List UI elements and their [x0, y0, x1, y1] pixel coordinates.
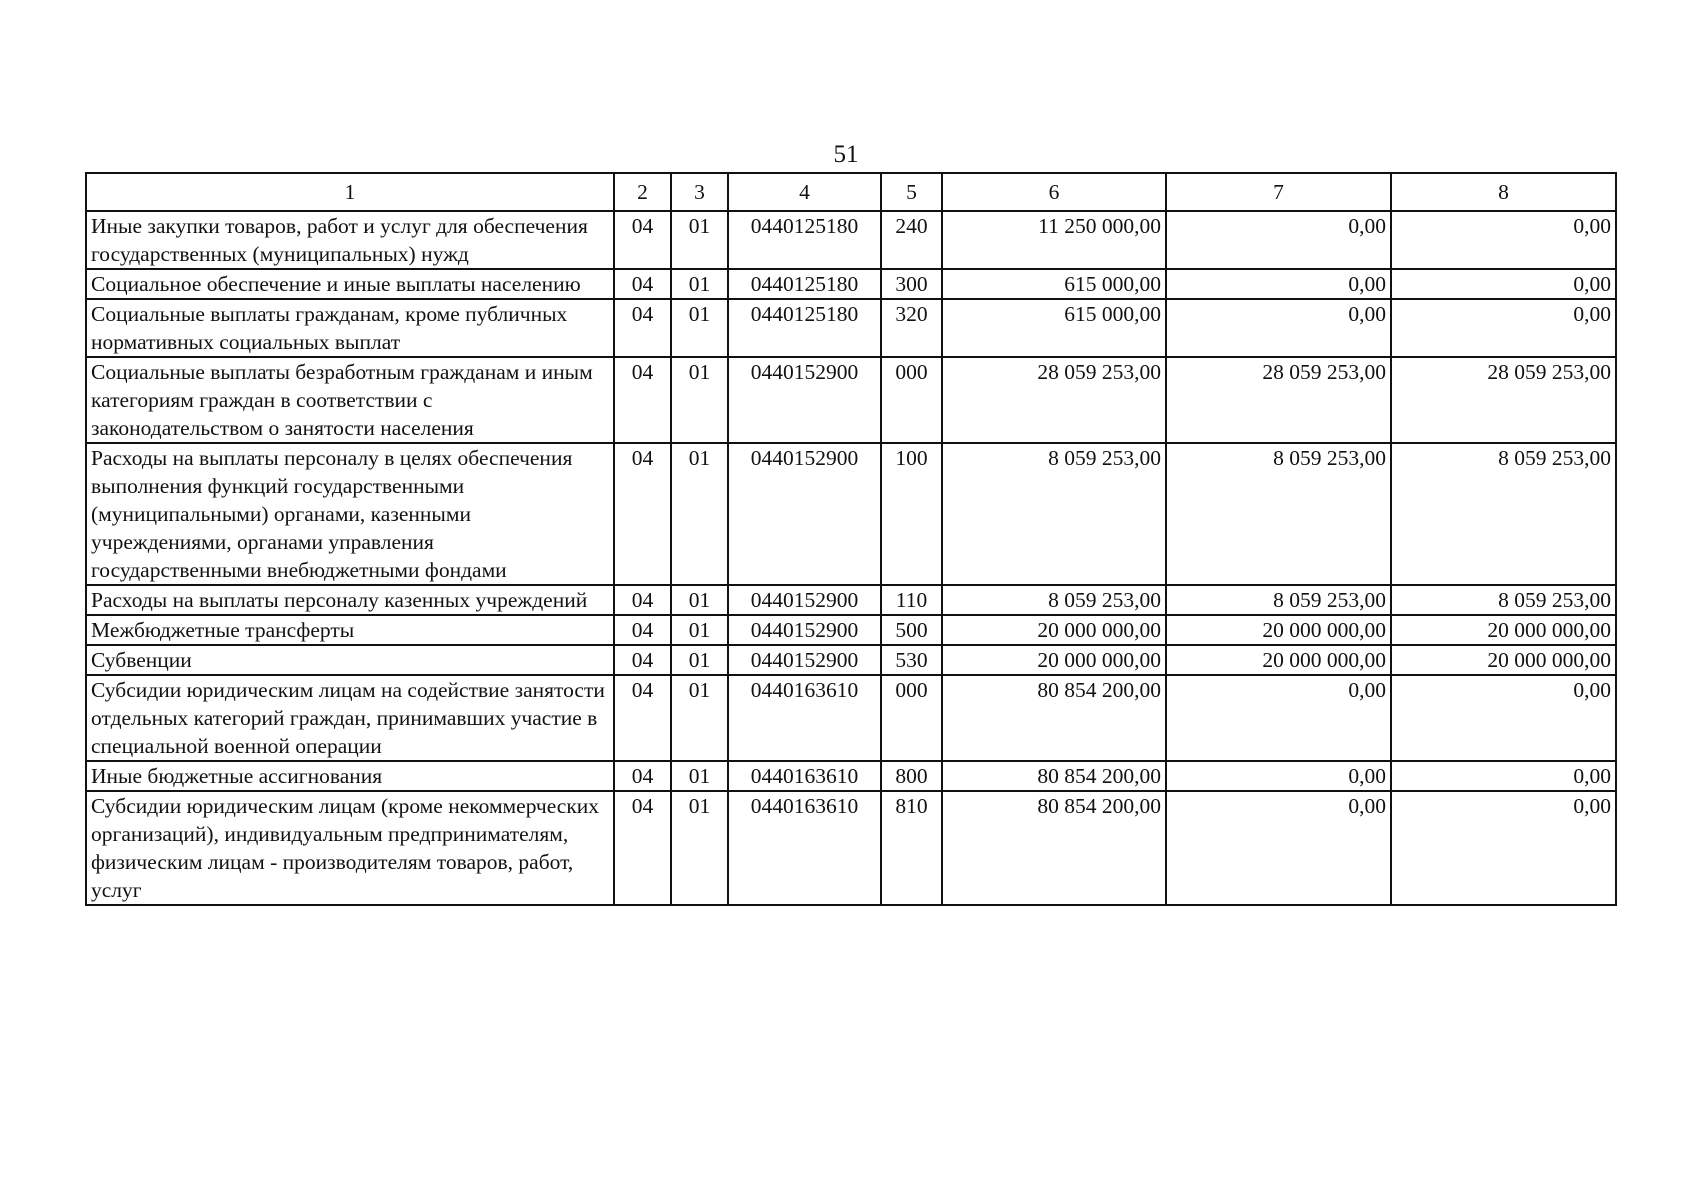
- subsection-code: 01: [671, 443, 728, 585]
- amount-col-8: 0,00: [1391, 211, 1616, 269]
- expense-name: Социальные выплаты безработным гражданам и иным категориям граждан в соответствии с законодательством о занятости населения: [86, 357, 614, 443]
- amount-col-7: 0,00: [1166, 675, 1391, 761]
- section-code: 04: [614, 615, 671, 645]
- amount-col-8: 28 059 253,00: [1391, 357, 1616, 443]
- column-header-8: 8: [1391, 173, 1616, 211]
- target-article-code: 0440125180: [728, 211, 881, 269]
- subsection-code: 01: [671, 791, 728, 905]
- expense-name: Субвенции: [86, 645, 614, 675]
- expense-type-code: 300: [881, 269, 942, 299]
- expense-name: Иные бюджетные ассигнования: [86, 761, 614, 791]
- section-code: 04: [614, 791, 671, 905]
- page-number: 51: [833, 141, 859, 168]
- amount-col-7: 0,00: [1166, 761, 1391, 791]
- expense-type-code: 000: [881, 675, 942, 761]
- table-row: [86, 299, 1616, 357]
- target-article-code: 0440152900: [728, 585, 881, 615]
- amount-col-8: 0,00: [1391, 269, 1616, 299]
- amount-col-6: 8 059 253,00: [942, 585, 1166, 615]
- column-header-4: 4: [728, 173, 881, 211]
- column-header-6: 6: [942, 173, 1166, 211]
- subsection-code: 01: [671, 585, 728, 615]
- amount-col-6: 615 000,00: [942, 299, 1166, 357]
- amount-col-7: 20 000 000,00: [1166, 645, 1391, 675]
- amount-col-7: 8 059 253,00: [1166, 585, 1391, 615]
- expense-name: Социальное обеспечение и иные выплаты населению: [86, 269, 614, 299]
- column-header-1: 1: [86, 173, 614, 211]
- amount-col-6: 80 854 200,00: [942, 675, 1166, 761]
- expense-name: Социальные выплаты гражданам, кроме публичных нормативных социальных выплат: [86, 299, 614, 357]
- section-code: 04: [614, 761, 671, 791]
- table-row: [86, 791, 1616, 905]
- expense-name: Расходы на выплаты персоналу в целях обеспечения выполнения функций государственными (муниципальными) органами, казенными учреждениями, органами управления государственными внебюджетными фондами: [86, 443, 614, 585]
- section-code: 04: [614, 357, 671, 443]
- amount-col-6: 80 854 200,00: [942, 761, 1166, 791]
- subsection-code: 01: [671, 615, 728, 645]
- amount-col-7: 0,00: [1166, 791, 1391, 905]
- table-row: [86, 645, 1616, 675]
- table-row: [86, 443, 1616, 585]
- table-row: [86, 761, 1616, 791]
- target-article-code: 0440163610: [728, 761, 881, 791]
- section-code: 04: [614, 269, 671, 299]
- table-row: [86, 357, 1616, 443]
- subsection-code: 01: [671, 357, 728, 443]
- section-code: 04: [614, 299, 671, 357]
- amount-col-7: 28 059 253,00: [1166, 357, 1391, 443]
- expense-name: Межбюджетные трансферты: [86, 615, 614, 645]
- header-row: [86, 173, 1616, 211]
- subsection-code: 01: [671, 299, 728, 357]
- amount-col-6: 28 059 253,00: [942, 357, 1166, 443]
- amount-col-7: 0,00: [1166, 269, 1391, 299]
- table-row: [86, 211, 1616, 269]
- column-header-7: 7: [1166, 173, 1391, 211]
- section-code: 04: [614, 675, 671, 761]
- target-article-code: 0440163610: [728, 791, 881, 905]
- amount-col-8: 0,00: [1391, 761, 1616, 791]
- amount-col-8: 8 059 253,00: [1391, 585, 1616, 615]
- target-article-code: 0440152900: [728, 357, 881, 443]
- table-row: [86, 269, 1616, 299]
- amount-col-8: 0,00: [1391, 299, 1616, 357]
- section-code: 04: [614, 585, 671, 615]
- amount-col-6: 8 059 253,00: [942, 443, 1166, 585]
- amount-col-7: 8 059 253,00: [1166, 443, 1391, 585]
- expense-type-code: 000: [881, 357, 942, 443]
- target-article-code: 0440152900: [728, 443, 881, 585]
- table-row: [86, 585, 1616, 615]
- expense-type-code: 320: [881, 299, 942, 357]
- amount-col-8: 20 000 000,00: [1391, 615, 1616, 645]
- amount-col-6: 615 000,00: [942, 269, 1166, 299]
- section-code: 04: [614, 645, 671, 675]
- expense-type-code: 110: [881, 585, 942, 615]
- amount-col-6: 11 250 000,00: [942, 211, 1166, 269]
- budget-table: [85, 172, 1617, 906]
- subsection-code: 01: [671, 269, 728, 299]
- subsection-code: 01: [671, 675, 728, 761]
- subsection-code: 01: [671, 645, 728, 675]
- expense-type-code: 500: [881, 615, 942, 645]
- section-code: 04: [614, 443, 671, 585]
- amount-col-6: 20 000 000,00: [942, 615, 1166, 645]
- table-row: [86, 615, 1616, 645]
- subsection-code: 01: [671, 761, 728, 791]
- target-article-code: 0440152900: [728, 645, 881, 675]
- expense-type-code: 800: [881, 761, 942, 791]
- target-article-code: 0440125180: [728, 269, 881, 299]
- amount-col-8: 8 059 253,00: [1391, 443, 1616, 585]
- column-header-2: 2: [614, 173, 671, 211]
- expense-name: Иные закупки товаров, работ и услуг для обеспечения государственных (муниципальных) нужд: [86, 211, 614, 269]
- amount-col-8: 20 000 000,00: [1391, 645, 1616, 675]
- amount-col-6: 20 000 000,00: [942, 645, 1166, 675]
- expense-name: Субсидии юридическим лицам на содействие занятости отдельных категорий граждан, принимавших участие в специальной военной операции: [86, 675, 614, 761]
- expense-name: Расходы на выплаты персоналу казенных учреждений: [86, 585, 614, 615]
- column-header-3: 3: [671, 173, 728, 211]
- expense-type-code: 810: [881, 791, 942, 905]
- amount-col-8: 0,00: [1391, 791, 1616, 905]
- expense-type-code: 240: [881, 211, 942, 269]
- column-header-5: 5: [881, 173, 942, 211]
- amount-col-7: 20 000 000,00: [1166, 615, 1391, 645]
- subsection-code: 01: [671, 211, 728, 269]
- table-row: [86, 675, 1616, 761]
- target-article-code: 0440125180: [728, 299, 881, 357]
- target-article-code: 0440163610: [728, 675, 881, 761]
- expense-type-code: 100: [881, 443, 942, 585]
- expense-name: Субсидии юридическим лицам (кроме некоммерческих организаций), индивидуальным предпринимателям, физическим лицам - производителям товаров, работ, услуг: [86, 791, 614, 905]
- target-article-code: 0440152900: [728, 615, 881, 645]
- section-code: 04: [614, 211, 671, 269]
- expense-type-code: 530: [881, 645, 942, 675]
- amount-col-6: 80 854 200,00: [942, 791, 1166, 905]
- amount-col-8: 0,00: [1391, 675, 1616, 761]
- amount-col-7: 0,00: [1166, 299, 1391, 357]
- amount-col-7: 0,00: [1166, 211, 1391, 269]
